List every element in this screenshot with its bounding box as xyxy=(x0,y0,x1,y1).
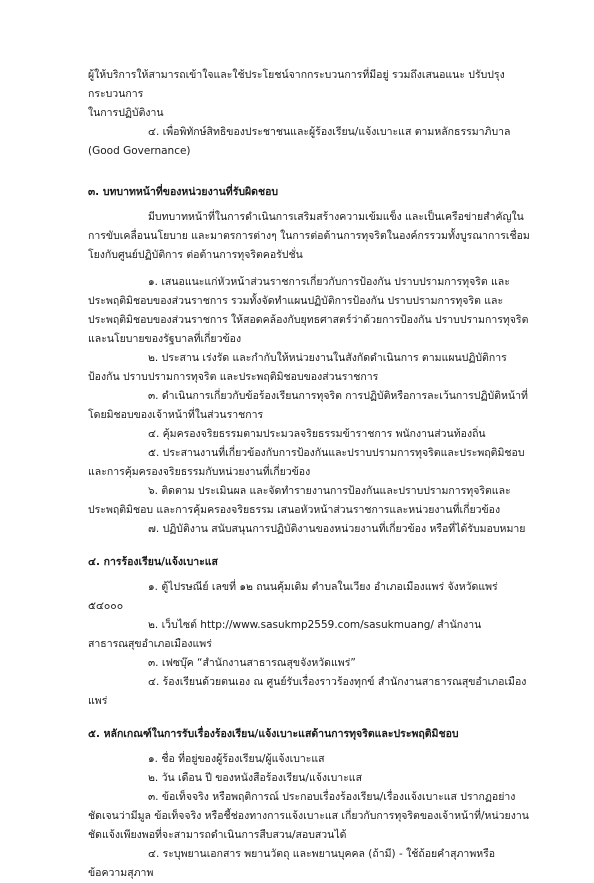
section-heading: ๓. บทบาทหน้าที่ของหน่วยงานที่รับผิดชอบ xyxy=(88,186,279,198)
section-heading: ๕. หลักเกณฑ์ในการรับเรื่องร้องเรียน/แจ้งเบาะแสด้านการทุจริตและประพฤติมิชอบ xyxy=(88,728,459,740)
list-item: ๓. ข้อเท็จจริง หรือพฤติการณ์ ประกอบเรื่องร้องเรียน/เรื่องแจ้งเบาะแส ปรากฏอย่างชัดเจนว่ามีมูล ข้อเท็จจริง หรือชี้ช่องทางการแจ้งเบาะแส เกี่ยวกับการทุจริตของเจ้าหน้าที่/หน่วยงาน ชัดแจ้งเพียงพอที่จะสามารถดำเนินการสืบสวน/สอบสวนได้ xyxy=(88,791,529,841)
list-item: ๑. ชื่อ ที่อยู่ของผู้ร้องเรียน/ผู้แจ้งเบาะแส xyxy=(148,753,325,765)
section5-list xyxy=(88,750,532,883)
section3-list xyxy=(88,273,532,539)
intro-item: ๔. เพื่อพิทักษ์สิทธิของประชาชนและผู้ร้องเรียน/แจ้งเบาะแส ตามหลักธรรมาภิบาล xyxy=(148,126,511,138)
list-item: ๑. ตู้ไปรษณีย์ เลขที่ ๑๒ ถนนคุ้มเดิม ตำบลในเวียง อำเภอเมืองแพร่ จังหวัดแพร่ ๕๔๐๐๐ xyxy=(88,581,498,612)
list-item: ๗. ปฏิบัติงาน สนับสนุนการปฏิบัติงานของหน่วยงานที่เกี่ยวข้อง หรือที่ได้รับมอบหมาย xyxy=(148,523,526,535)
list-item: ๔. คุ้มครองจริยธรรมตามประมวลจริยธรรมข้าราชการ พนักงานส่วนท้องถิ่น xyxy=(148,428,486,440)
list-item: ๓. เฟซบุ๊ค “สำนักงานสาธารณสุขจังหวัดแพร่” xyxy=(148,657,356,669)
list-item: ๒. เว็บไซต์ http://www.sasukmp2559.com/sasukmuang/ สำนักงานสาธารณสุขอำเภอเมืองแพร่ xyxy=(88,619,482,650)
list-item: ๕. ประสานงานที่เกี่ยวข้องกับการป้องกันและปราบปรามการทุจริตและประพฤติมิชอบ และการคุ้มครองจริยธรรมกับหน่วยงานที่เกี่ยวข้อง xyxy=(88,447,525,478)
list-item: ๒. วัน เดือน ปี ของหนังสือร้องเรียน/แจ้งเบาะแส xyxy=(148,772,362,784)
list-item: ๖. ติดตาม ประเมินผล และจัดทำรายงานการป้องกันและปราบปรามการทุจริตและประพฤติมิชอบ และการคุ้มครองจริยธรรม เสนอหัวหน้าส่วนราชการและหน่วยงานที่เกี่ยวข้อง xyxy=(88,485,511,516)
list-item: ๒. ประสาน เร่งรัด และกำกับให้หน่วยงานในสังกัดดำเนินการ ตามแผนปฏิบัติการป้องกัน ปราบปรามการทุจริต และประพฤติมิชอบของส่วนราชการ xyxy=(88,352,507,383)
section-paragraph: มีบทบาทหน้าที่ในการดำเนินการเสริมสร้างความเข้มแข็ง และเป็นเครือข่ายสำคัญในการขับเคลื่อนนโยบาย และมาตรการต่างๆ ในการต่อต้านการทุจริตในองค์กรรวมทั้งบูรณาการเชื่อมโยงกับศูนย์ปฏิบัติการ ต่อต้านการทุจริตคอรัปชั่น xyxy=(88,211,530,261)
section-heading: ๔. การร้องเรียน/แจ้งเบาะแส xyxy=(88,556,218,568)
section4-list xyxy=(88,578,532,711)
intro-line: ในการปฏิบัติงาน xyxy=(88,107,164,119)
list-item: ๔. ระบุพยานเอกสาร พยานวัตถุ และพยานบุคคล (ถ้ามี) - ใช้ถ้อยคำสุภาพหรือข้อความสุภาพ xyxy=(88,848,496,879)
list-item: ๔. ร้องเรียนด้วยตนเอง ณ ศูนย์รับเรื่องราวร้องทุกข์ สำนักงานสาธารณสุขอำเภอเมืองแพร่ xyxy=(88,676,527,707)
intro-line: ผู้ให้บริการให้สามารถเข้าใจและใช้ประโยชน์จากกระบวนการที่มีอยู่ รวมถึงเสนอแนะ ปรับปรุงกระบวนการ xyxy=(88,69,505,100)
list-item: ๓. ดำเนินการเกี่ยวกับข้อร้องเรียนการทุจริต การปฏิบัติหรือการละเว้นการปฏิบัติหน้าที่โดยมิชอบของเจ้าหน้าที่ในส่วนราชการ xyxy=(88,390,528,421)
intro-item-continuation: (Good Governance) xyxy=(88,145,191,157)
list-item: ๑. เสนอแนะแก่หัวหน้าส่วนราชการเกี่ยวกับการป้องกัน ปราบปรามการทุจริต และประพฤติมิชอบของส่วนราชการ รวมทั้งจัดทำแผนปฏิบัติการป้องกัน ปราบปรามการทุจริต และประพฤติมิชอบของส่วนราชการ ให้สอดคล้องกับยุทธศาสตร์ว่าด้วยการป้องกัน ปราบปรามการทุจริต และนโยบายของรัฐบาลที่เกี่ยวข้อง xyxy=(88,276,529,345)
